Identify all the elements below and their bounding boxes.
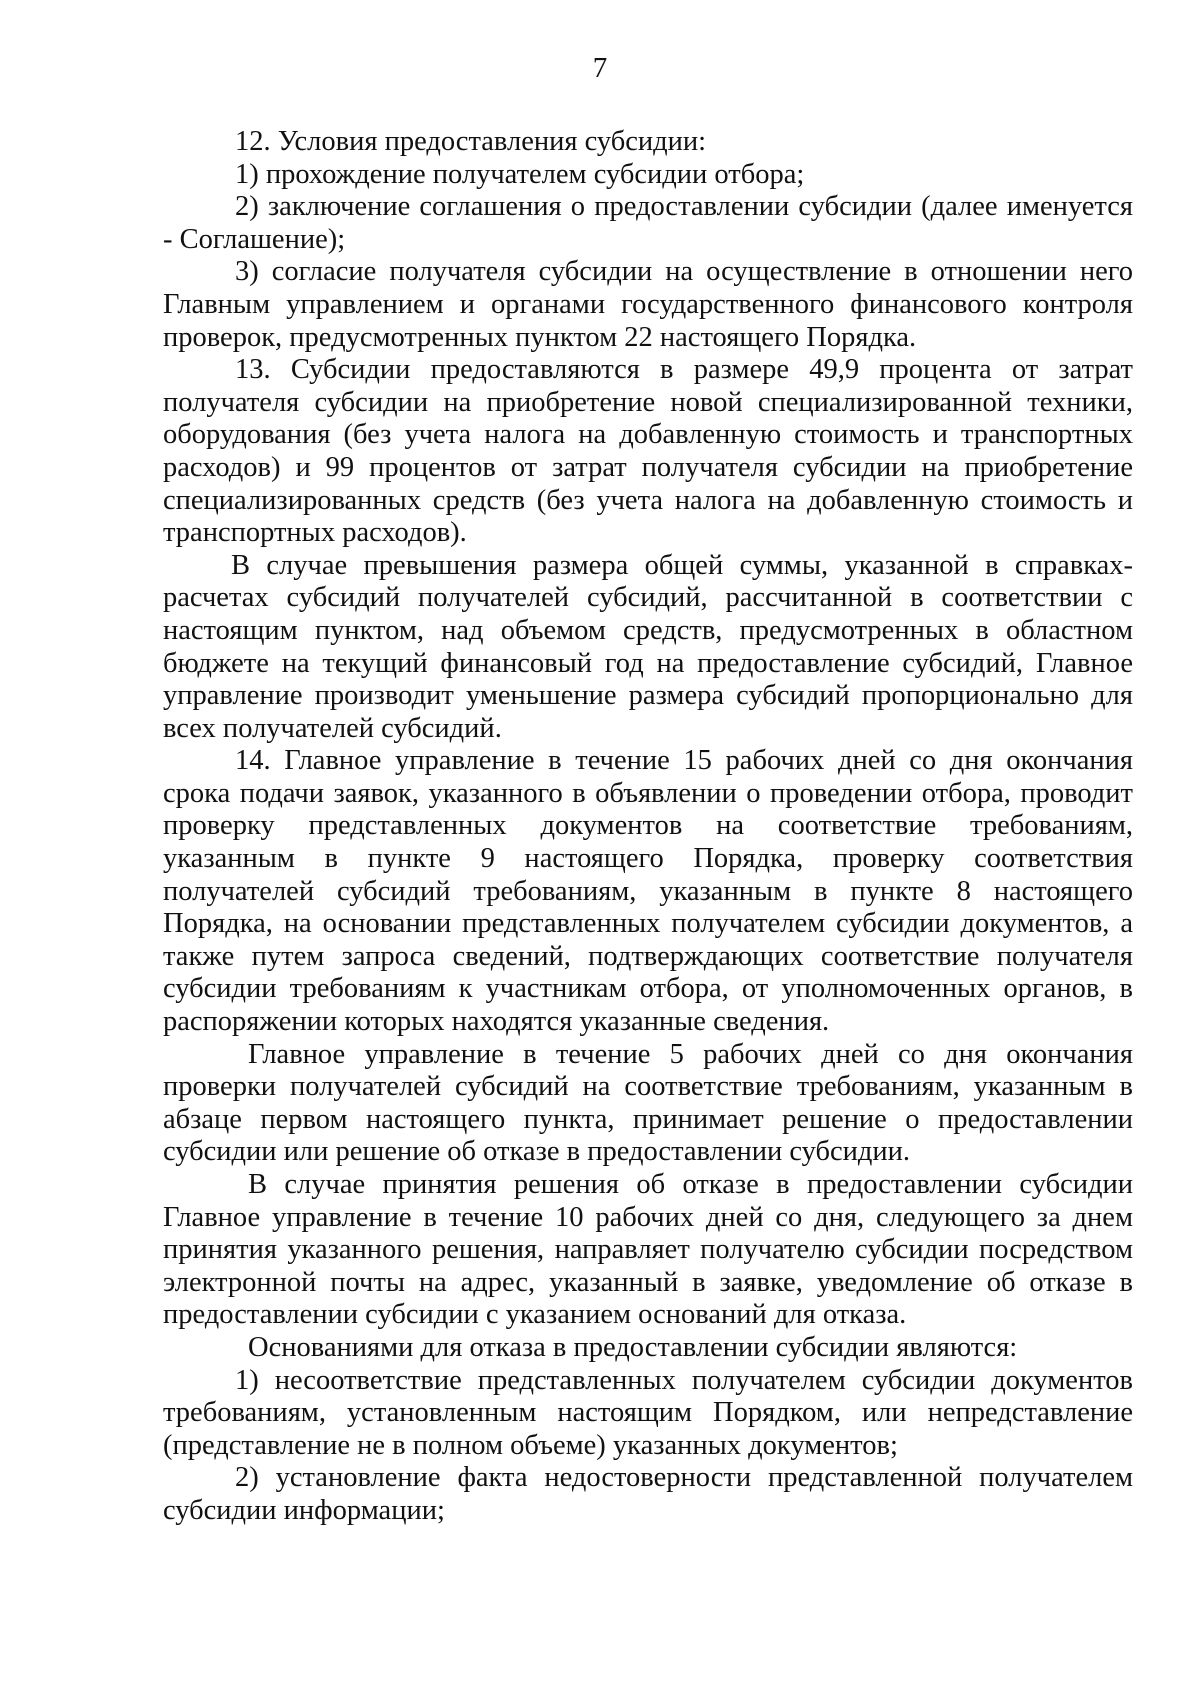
paragraph-13: 13. Субсидии предоставляются в размере 49,9 процента от затрат получателя субсидии на приобретение новой специализированной техники, оборудования (без учета налога на добавленную стоимость и транспортных расходов) и 99 процентов от затрат получателя субсидии на приобретение специализированных средств (без учета налога на добавленную стоимость и транспортных расходов). [163,354,1133,549]
paragraph-14-decision: Главное управление в течение 5 рабочих дней со дня окончания проверки получателей субсидий на соответствие требованиям, указанным в абзаце первом настоящего пункта, принимает решение о предоставлении субсидии или решение об отказе в предоставлении субсидии. [163,1038,1133,1168]
paragraph-14-refusal-notice: В случае принятия решения об отказе в предоставлении субсидии Главное управление в течение 10 рабочих дней со дня, следующего за днем принятия указанного решения, направляет получателю субсидии посредством электронной почты на адрес, указанный в заявке, уведомление об отказе в предоставлении субсидии с указанием оснований для отказа. [163,1169,1133,1331]
paragraph-14: 14. Главное управление в течение 15 рабочих дней со дня окончания срока подачи заявок, указанного в объявлении о проведении отбора, проводит проверку представленных документов на соответствие требованиям, указанным в пункте 9 настоящего Порядка, проверку соответствия получателей субсидий требованиям, указанным в пункте 8 настоящего Порядка, на основании представленных получателем субсидии документов, а также путем запроса сведений, подтверждающих соответствие получателя субсидии требованиям к участникам отбора, от уполномоченных органов, в распоряжении которых находятся указанные сведения. [163,745,1133,1038]
paragraph-12-item-2: 2) заключение соглашения о предоставлении субсидии (далее именуется - Соглашение); [163,191,1133,255]
refusal-ground-1: 1) несоответствие представленных получателем субсидии документов требованиям, установленным настоящим Порядком, или непредставление (представление не в полном объеме) указанных документов; [163,1364,1133,1461]
paragraph-14-refusal-grounds: Основаниями для отказа в предоставлении субсидии являются: [248,1331,1018,1363]
paragraph-12-item-3: 3) согласие получателя субсидии на осуществление в отношении него Главным управлением и органами государственного финансового контроля проверок, предусмотренных пунктом 22 настоящего Порядка. [163,256,1133,353]
document-body [163,126,1133,1528]
page-number: 7 [592,52,608,84]
paragraph-13-excess: В случае превышения размера общей суммы, указанной в справках-расчетах субсидий получателей субсидий, рассчитанной в соответствии с настоящим пунктом, над объемом средств, предусмотренных в областном бюджете на текущий финансовый год на предоставление субсидий, Главное управление производит уменьшение размера субсидий пропорционально для всех получателей субсидий. [163,549,1133,744]
paragraph-12-item-1: 1) прохождение получателем субсидии отбора; [235,158,805,190]
paragraph-12-heading: 12. Условия предоставления субсидии: [235,126,707,157]
refusal-ground-2: 2) установление факта недостоверности представленной получателем субсидии информации; [163,1462,1133,1526]
